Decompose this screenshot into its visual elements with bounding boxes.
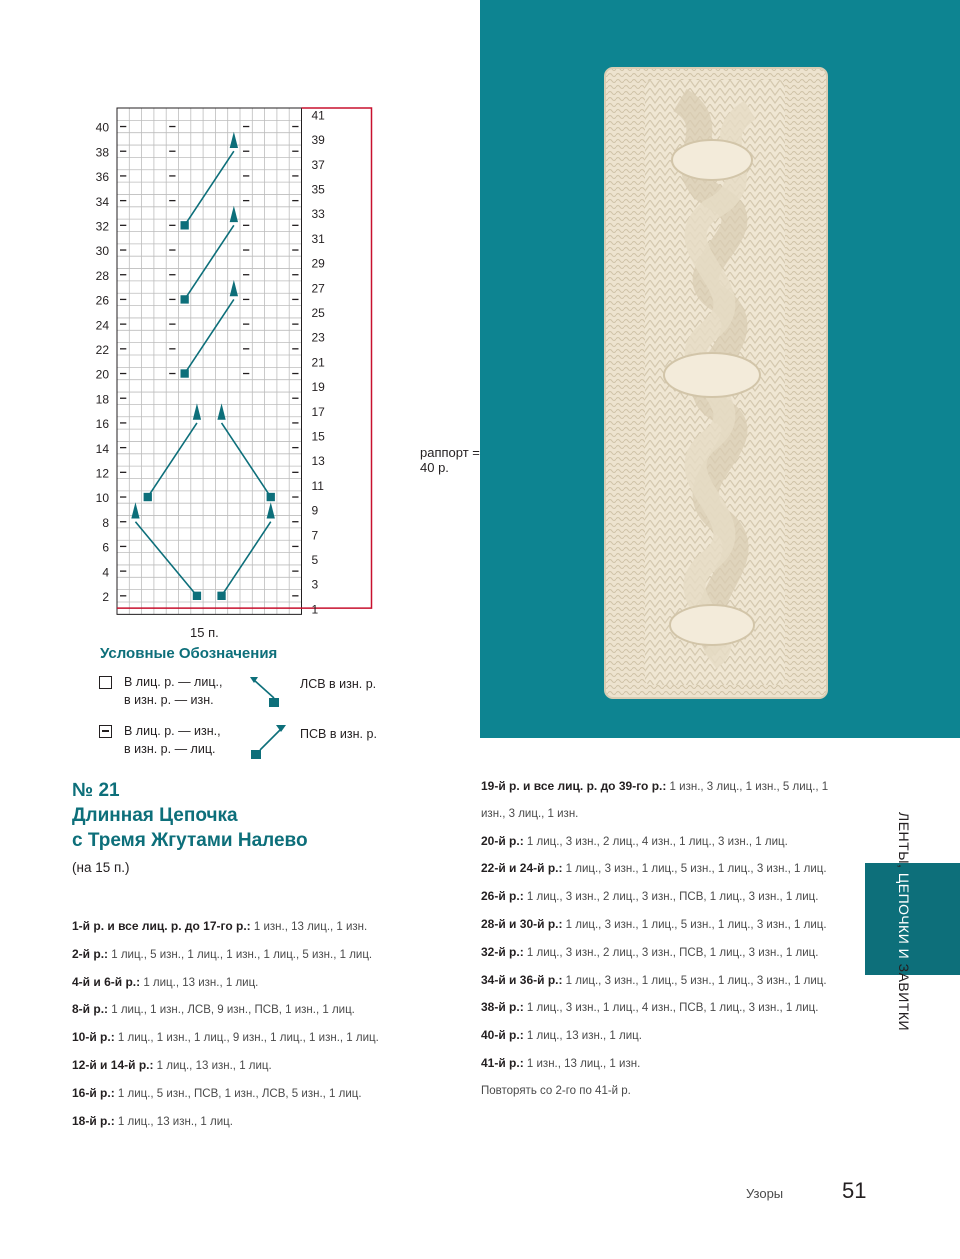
row-number-left: 6 (102, 540, 109, 555)
row-number-right: 11 (311, 478, 324, 493)
row-number-left: 36 (95, 170, 109, 185)
cable-end-triangle (267, 502, 275, 518)
row-number-left: 32 (95, 219, 109, 234)
cable-end-triangle (230, 280, 238, 296)
row-number-left: 12 (95, 466, 109, 481)
pattern-stitch-count: (на 15 п.) (72, 860, 130, 875)
cable-line (185, 299, 234, 373)
row-instruction: 19-й р. и все лиц. р. до 39-го р.: 1 изн., 3 лиц., 1 изн., 5 лиц., 1 изн., 3 лиц., 1 изн. (481, 779, 829, 820)
repeat-note: Повторять со 2-го по 41-й р. (481, 1084, 631, 1097)
cable-line (222, 522, 271, 596)
row-instruction: 28-й и 30-й р.: 1 лиц., 3 изн., 1 лиц., 5 изн., 1 лиц., 3 изн., 1 лиц. (481, 916, 827, 931)
row-number-left: 16 (95, 417, 109, 432)
row-number-right: 29 (311, 256, 325, 271)
grid-border (117, 108, 302, 614)
row-number-left: 26 (95, 293, 109, 308)
knitted-sample-illustration (480, 0, 960, 738)
row-number-right: 1 (311, 602, 319, 617)
knitting-chart (80, 100, 480, 660)
row-instruction: 40-й р.: 1 лиц., 13 изн., 1 лиц. (481, 1028, 642, 1043)
cable-start-square (144, 493, 152, 501)
cable-end-triangle (230, 206, 238, 222)
row-number-right: 17 (311, 404, 325, 419)
legend-psv-label: ПСВ в изн. р. (300, 727, 377, 741)
row-number-right: 35 (311, 182, 325, 197)
row-instruction: 22-й и 24-й р.: 1 лиц., 3 изн., 1 лиц., 5 изн., 1 лиц., 3 изн., 1 лиц. (481, 861, 827, 876)
row-instructions-left (72, 913, 472, 1135)
chart-grid-svg (80, 100, 480, 660)
cable-line (222, 423, 271, 497)
row-number-right: 9 (311, 503, 319, 518)
row-instruction: 16-й р.: 1 лиц., 5 изн., ПСВ, 1 изн., ЛСВ, 5 изн., 1 лиц. (72, 1085, 362, 1100)
cable-line (185, 225, 234, 299)
row-instruction: 12-й и 14-й р.: 1 лиц., 13 изн., 1 лиц. (72, 1057, 272, 1072)
purl-symbol-icon (99, 725, 112, 738)
row-instruction: 10-й р.: 1 лиц., 1 изн., 1 лиц., 9 изн., 1 лиц., 1 изн., 1 лиц. (72, 1030, 379, 1045)
cable-start-square (267, 493, 275, 501)
row-number-left: 18 (95, 392, 109, 407)
row-number-right: 27 (311, 281, 325, 296)
row-instructions-right (481, 773, 851, 1105)
row-instruction: 1-й р. и все лиц. р. до 17-го р.: 1 изн., 13 лиц., 1 изн. (72, 919, 368, 933)
row-instruction: 8-й р.: 1 лиц., 1 изн., ЛСВ, 9 изн., ПСВ, 1 изн., 1 лиц. (72, 1002, 355, 1017)
cable-end-triangle (217, 403, 225, 419)
row-instruction: 4-й и 6-й р.: 1 лиц., 13 изн., 1 лиц. (72, 974, 259, 989)
cable-start-square (181, 369, 189, 377)
legend-purl-line1: В лиц. р. — изн., (124, 724, 221, 738)
row-number-right: 33 (311, 207, 325, 222)
row-instruction: 41-й р.: 1 изн., 13 лиц., 1 изн. (481, 1055, 641, 1070)
pattern-title-line2: с Тремя Жгутами Налево (72, 830, 308, 851)
row-number-right: 5 (311, 552, 319, 567)
legend-purl (124, 722, 221, 758)
legend-knit (124, 673, 222, 709)
row-number-left: 8 (102, 515, 109, 530)
row-instruction: 38-й р.: 1 лиц., 3 изн., 1 лиц., 4 изн., ПСВ, 1 лиц., 3 изн., 1 лиц. (481, 1000, 819, 1015)
page-number: 51 (842, 1178, 867, 1203)
row-number-right: 21 (311, 355, 325, 370)
legend-lsv-label: ЛСВ в изн. р. (300, 677, 377, 691)
row-number-right: 3 (311, 577, 319, 592)
row-number-right: 31 (311, 231, 325, 246)
row-number-left: 28 (95, 268, 109, 283)
row-number-left: 24 (95, 318, 109, 333)
legend-knit-line2: в изн. р. — изн. (124, 693, 214, 707)
footer-section-name: Узоры (746, 1186, 784, 1201)
legend-title: Условные Обозначения (100, 645, 278, 662)
cable-start-square (181, 221, 189, 229)
row-instruction: 20-й р.: 1 лиц., 3 изн., 2 лиц., 4 изн., 1 лиц., 3 изн., 1 лиц. (481, 833, 788, 848)
cable-line (148, 423, 197, 497)
row-number-left: 38 (95, 145, 109, 160)
row-number-left: 20 (95, 367, 109, 382)
chapter-tab-label: ЛЕНТЫ, ЦЕПОЧКИ И ЗАВИТКИ (896, 812, 912, 1032)
chapter-tab (865, 863, 960, 975)
knit-symbol-icon (99, 676, 112, 689)
row-instruction: 18-й р.: 1 лиц., 13 изн., 1 лиц. (72, 1113, 233, 1128)
legend-purl-line2: в изн. р. — лиц. (124, 742, 216, 756)
row-number-left: 34 (95, 194, 109, 209)
row-number-left: 10 (95, 491, 109, 506)
cable-end-triangle (193, 403, 201, 419)
row-instruction: 32-й р.: 1 лиц., 3 изн., 2 лиц., 3 изн., ПСВ, 1 лиц., 3 изн., 1 лиц. (481, 944, 819, 959)
row-number-right: 19 (311, 380, 325, 395)
pattern-title (72, 778, 432, 853)
row-number-right: 13 (311, 454, 325, 469)
chart-width-caption: 15 п. (190, 625, 219, 640)
knitted-sample-photo (480, 0, 960, 738)
row-number-left: 4 (102, 565, 109, 580)
row-number-left: 22 (95, 343, 109, 357)
row-number-right: 37 (311, 157, 325, 172)
legend-knit-line1: В лиц. р. — лиц., (124, 675, 223, 689)
row-instruction: 34-й и 36-й р.: 1 лиц., 3 изн., 1 лиц., 5 изн., 1 лиц., 3 изн., 1 лиц. (481, 972, 827, 987)
row-number-left: 40 (95, 120, 109, 135)
rapport-label: раппорт = 40 р. (420, 445, 480, 475)
row-number-right: 23 (311, 330, 325, 345)
row-instruction: 26-й р.: 1 лиц., 3 изн., 2 лиц., 3 изн., ПСВ, 1 лиц., 3 изн., 1 лиц. (481, 889, 819, 904)
pattern-number: № 21 (72, 780, 120, 801)
row-number-left: 2 (102, 590, 109, 604)
row-number-right: 7 (311, 528, 319, 543)
pattern-title-line1: Длинная Цепочка (72, 805, 238, 826)
row-number-right: 25 (311, 305, 325, 320)
cable-start-square (217, 592, 225, 600)
row-number-right: 41 (311, 108, 325, 123)
row-number-right: 39 (311, 133, 325, 148)
row-number-left: 14 (95, 441, 109, 456)
cable-end-triangle (230, 132, 238, 148)
cable-end-triangle (131, 502, 139, 518)
row-number-left: 30 (95, 244, 109, 259)
row-number-right: 15 (311, 429, 325, 444)
left-cross-cable-icon (248, 674, 280, 708)
cable-line (185, 151, 234, 225)
right-cross-cable-icon (248, 724, 288, 760)
row-instruction: 2-й р.: 1 лиц., 5 изн., 1 лиц., 1 изн., 1 лиц., 5 изн., 1 лиц. (72, 946, 373, 961)
repeat-bracket (117, 108, 372, 608)
